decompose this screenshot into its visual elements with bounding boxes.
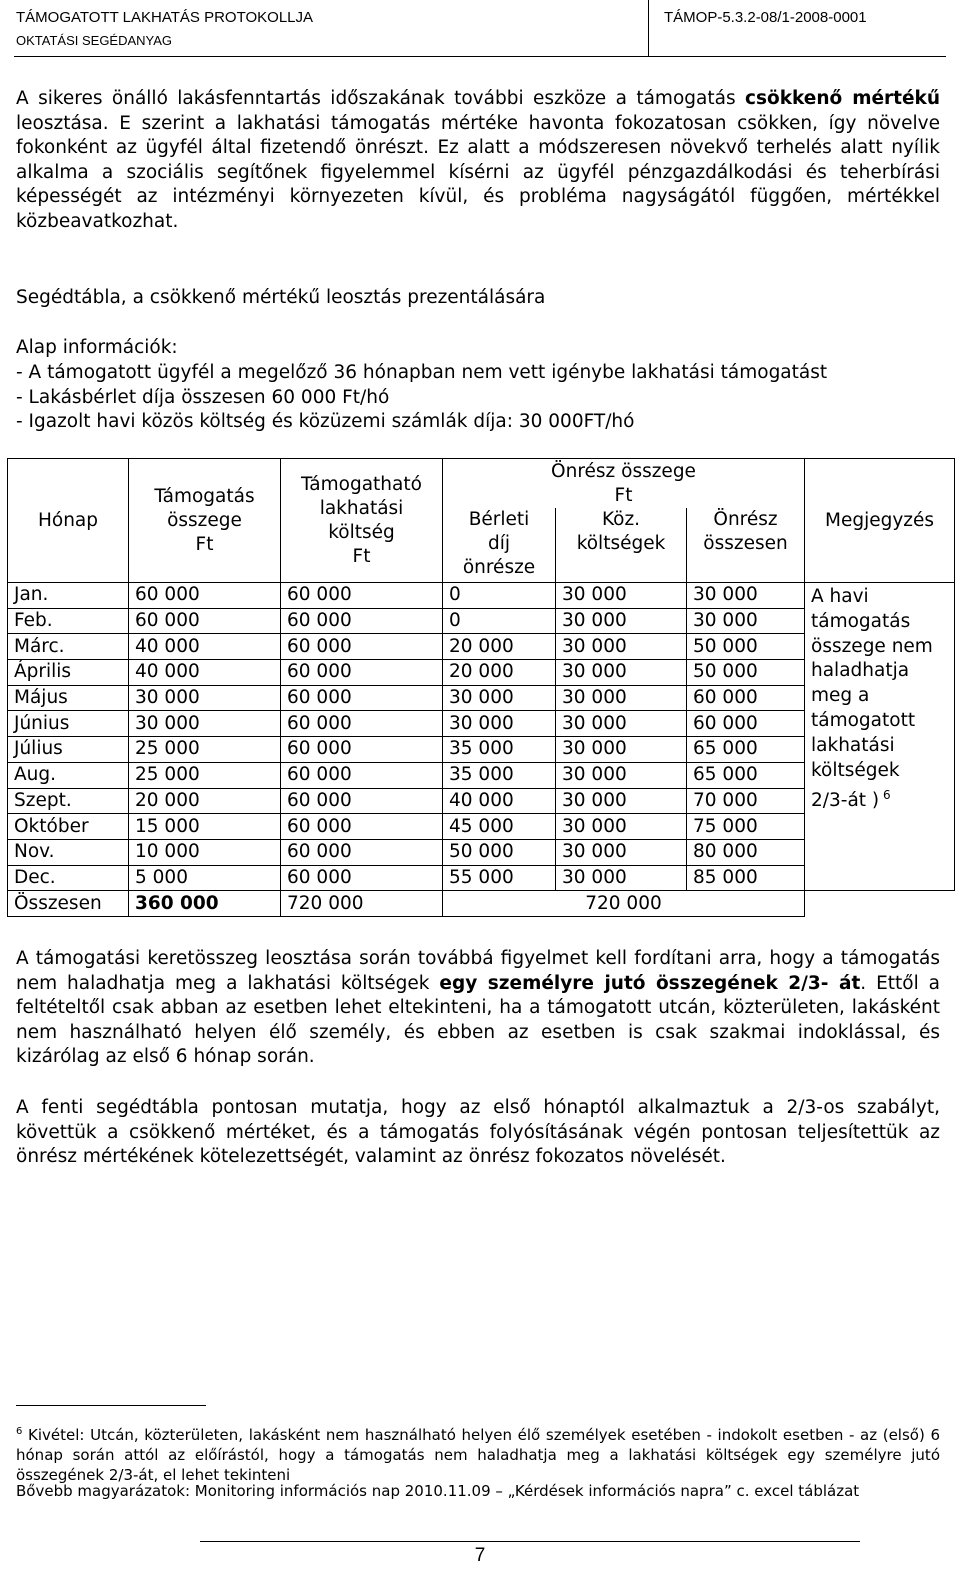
cell-support: 60 000 bbox=[129, 583, 281, 609]
cell-total: 65 000 bbox=[687, 737, 805, 763]
header-subtitle: OKTATÁSI SEGÉDANYAG bbox=[16, 33, 173, 48]
cell-total: 70 000 bbox=[687, 788, 805, 814]
table-header-row bbox=[8, 459, 955, 509]
cell-cost: 60 000 bbox=[281, 660, 443, 686]
cell-total: 80 000 bbox=[687, 839, 805, 865]
footnote-more-info: Bővebb magyarázatok: Monitoring információs nap 2010.11.09 – „Kérdések információs napra” c. excel táblázat bbox=[16, 1482, 860, 1500]
header-common-costs: Köz. költségek bbox=[556, 508, 687, 583]
cell-common: 30 000 bbox=[556, 583, 687, 609]
cell-cost: 60 000 bbox=[281, 634, 443, 660]
intro-paragraph bbox=[16, 87, 940, 235]
cell-common: 30 000 bbox=[556, 814, 687, 840]
header-rule bbox=[14, 56, 946, 57]
cell-total: 60 000 bbox=[687, 685, 805, 711]
cell-month: Június bbox=[8, 711, 129, 737]
cell-total: 30 000 bbox=[687, 583, 805, 609]
total-support: 360 000 bbox=[129, 891, 281, 917]
header-own-share-group: Önrész összege Ft bbox=[443, 459, 805, 509]
cell-rent: 35 000 bbox=[443, 737, 556, 763]
cell-cost: 60 000 bbox=[281, 685, 443, 711]
rule-text-1: A támogatási keretösszeg leosztása során továbbá figyelmet kell fordítani arra, hogy a támogatás nem haladhatja meg a lakhatási költségek bbox=[16, 948, 940, 994]
cell-month: Aug. bbox=[8, 762, 129, 788]
cell-support: 40 000 bbox=[129, 660, 281, 686]
note-line: lakhatási bbox=[811, 734, 895, 756]
page-number: 7 bbox=[474, 1545, 486, 1566]
cell-month: Szept. bbox=[8, 788, 129, 814]
cell-support: 10 000 bbox=[129, 839, 281, 865]
cell-support: 60 000 bbox=[129, 608, 281, 634]
cell-cost: 60 000 bbox=[281, 583, 443, 609]
cell-common: 30 000 bbox=[556, 737, 687, 763]
cell-support: 40 000 bbox=[129, 634, 281, 660]
cell-month: Jan. bbox=[8, 583, 129, 609]
cell-total: 60 000 bbox=[687, 711, 805, 737]
cell-total: 65 000 bbox=[687, 762, 805, 788]
cell-cost: 60 000 bbox=[281, 814, 443, 840]
note-line: költségek bbox=[811, 759, 900, 781]
note-line: támogatás bbox=[811, 610, 911, 632]
cell-common: 30 000 bbox=[556, 685, 687, 711]
cell-month: Márc. bbox=[8, 634, 129, 660]
header-month: Hónap bbox=[8, 459, 129, 583]
header-project-code: TÁMOP-5.3.2-08/1-2008-0001 bbox=[664, 9, 867, 26]
cell-month: Feb. bbox=[8, 608, 129, 634]
cell-rent: 0 bbox=[443, 608, 556, 634]
cell-common: 30 000 bbox=[556, 608, 687, 634]
cell-month: Október bbox=[8, 814, 129, 840]
cell-support: 30 000 bbox=[129, 711, 281, 737]
cell-rent: 20 000 bbox=[443, 634, 556, 660]
note-line: A havi bbox=[811, 586, 869, 607]
basic-info-item: - Lakásbérlet díja összesen 60 000 Ft/hó bbox=[16, 387, 390, 408]
cell-total: 30 000 bbox=[687, 608, 805, 634]
note-line: meg a bbox=[811, 685, 870, 707]
cell-cost: 60 000 bbox=[281, 865, 443, 891]
note-cell bbox=[805, 583, 955, 891]
basic-info-item: - A támogatott ügyfél a megelőző 36 hónapban nem vett igénybe lakhatási támogatást bbox=[16, 362, 828, 383]
cell-rent: 55 000 bbox=[443, 865, 556, 891]
header-eligible-cost: Támogatható lakhatási költség Ft bbox=[281, 459, 443, 583]
cell-total: 75 000 bbox=[687, 814, 805, 840]
header-own-share-total: Önrész összesen bbox=[687, 508, 805, 583]
cell-common: 30 000 bbox=[556, 788, 687, 814]
cell-common: 30 000 bbox=[556, 762, 687, 788]
rule-text-2: . Ettől a feltételtől csak abban az esetben lehet eltekinteni, ha a támogatott utcán, közterületen, lakásként nem használható helyen élő személy, és ebben az esetben is csak szakmai indoklással, és kizárólag az első 6 hónap során. bbox=[16, 972, 940, 1068]
footer-rule bbox=[200, 1541, 860, 1542]
basic-info-heading: Alap információk: bbox=[16, 337, 178, 358]
cell-month: Április bbox=[8, 660, 129, 686]
footnote-number: 6 bbox=[16, 1426, 23, 1437]
support-table bbox=[7, 458, 955, 917]
total-own-share: 720 000 bbox=[443, 891, 805, 917]
cell-common: 30 000 bbox=[556, 711, 687, 737]
cell-rent: 40 000 bbox=[443, 788, 556, 814]
cell-cost: 60 000 bbox=[281, 608, 443, 634]
cell-total: 50 000 bbox=[687, 660, 805, 686]
intro-bold: csökkenő mértékű bbox=[745, 88, 941, 109]
table-title: Segédtábla, a csökkenő mértékű leosztás prezentálására bbox=[16, 287, 546, 308]
page-header bbox=[0, 0, 960, 56]
cell-rent: 30 000 bbox=[443, 711, 556, 737]
footnote-text: Kivétel: Utcán, közterületen, lakásként nem használható helyen élő személyek esetében - indokolt esetben - az (első) 6 hónap során attól az előírástól, hogy a támogatás nem haladhatja meg a lakhatási költségek egy személyre jutó összegének 2/3-át, el lehet tekinteni bbox=[16, 1426, 940, 1484]
cell-cost: 60 000 bbox=[281, 839, 443, 865]
table-total-row bbox=[8, 891, 955, 917]
note-line: haladhatja bbox=[811, 660, 910, 682]
header-rent-share: Bérleti díj önrésze bbox=[443, 508, 556, 583]
note-footnote-ref: 6 bbox=[879, 788, 891, 803]
cell-cost: 60 000 bbox=[281, 711, 443, 737]
cell-rent: 0 bbox=[443, 583, 556, 609]
note-line: támogatott bbox=[811, 709, 916, 731]
cell-month: Július bbox=[8, 737, 129, 763]
cell-total: 50 000 bbox=[687, 634, 805, 660]
cell-support: 20 000 bbox=[129, 788, 281, 814]
note-line: 2/3-át ) bbox=[811, 790, 880, 812]
cell-rent: 35 000 bbox=[443, 762, 556, 788]
cell-month: Nov. bbox=[8, 839, 129, 865]
header-support-amount: Támogatás összege Ft bbox=[129, 459, 281, 583]
cell-support: 25 000 bbox=[129, 762, 281, 788]
table-row bbox=[8, 583, 955, 609]
cell-total: 85 000 bbox=[687, 865, 805, 891]
note-line: összege nem bbox=[811, 635, 933, 657]
cell-rent: 50 000 bbox=[443, 839, 556, 865]
footnote-rule bbox=[16, 1405, 206, 1406]
header-divider bbox=[648, 0, 649, 56]
rule-paragraph bbox=[16, 947, 940, 1070]
intro-text-2: leosztása. E szerint a lakhatási támogatás mértéke havonta fokozatosan csökken, így növelve fokonként az ügyfél által fizetendő önrészt. Ez alatt a módszeresen növekvő terhelés alatt nyílik alkalma a szociális segítőnek figyelemmel kísérni az ügyfél pénzgazdálkodási és teherbírási képességét az intézményi környezeten kívül, és probléma nagyságától függően, mértékkel közbeavatkozhat. bbox=[16, 112, 940, 232]
cell-cost: 60 000 bbox=[281, 737, 443, 763]
cell-common: 30 000 bbox=[556, 839, 687, 865]
header-note: Megjegyzés bbox=[805, 459, 955, 583]
cell-common: 30 000 bbox=[556, 660, 687, 686]
header-title: TÁMOGATOTT LAKHATÁS PROTOKOLLJA bbox=[16, 9, 314, 26]
cell-common: 30 000 bbox=[556, 634, 687, 660]
summary-paragraph: A fenti segédtábla pontosan mutatja, hogy az első hónaptól alkalmaztuk a 2/3-os szabályt, követtük a csökkenő mértéket, és a támogatás folyósításának végén pontosan teljesítettük az önrész mértékének kötelezettségét, valamint az önrész fokozatos növelését. bbox=[16, 1097, 940, 1168]
cell-cost: 60 000 bbox=[281, 762, 443, 788]
cell-rent: 45 000 bbox=[443, 814, 556, 840]
cell-common: 30 000 bbox=[556, 865, 687, 891]
total-label: Összesen bbox=[8, 891, 129, 917]
cell-cost: 60 000 bbox=[281, 788, 443, 814]
cell-rent: 20 000 bbox=[443, 660, 556, 686]
cell-month: Május bbox=[8, 685, 129, 711]
footnote bbox=[16, 1422, 940, 1485]
cell-rent: 30 000 bbox=[443, 685, 556, 711]
cell-support: 25 000 bbox=[129, 737, 281, 763]
intro-text-1: A sikeres önálló lakásfenntartás időszakának további eszköze a támogatás bbox=[16, 88, 745, 109]
rule-bold: egy személyre jutó összegének 2/3- át bbox=[439, 972, 861, 994]
cell-support: 15 000 bbox=[129, 814, 281, 840]
cell-support: 5 000 bbox=[129, 865, 281, 891]
cell-month: Dec. bbox=[8, 865, 129, 891]
total-cost: 720 000 bbox=[281, 891, 443, 917]
cell-support: 30 000 bbox=[129, 685, 281, 711]
basic-info-item: - Igazolt havi közös költség és közüzemi számlák díja: 30 000FT/hó bbox=[16, 411, 635, 432]
